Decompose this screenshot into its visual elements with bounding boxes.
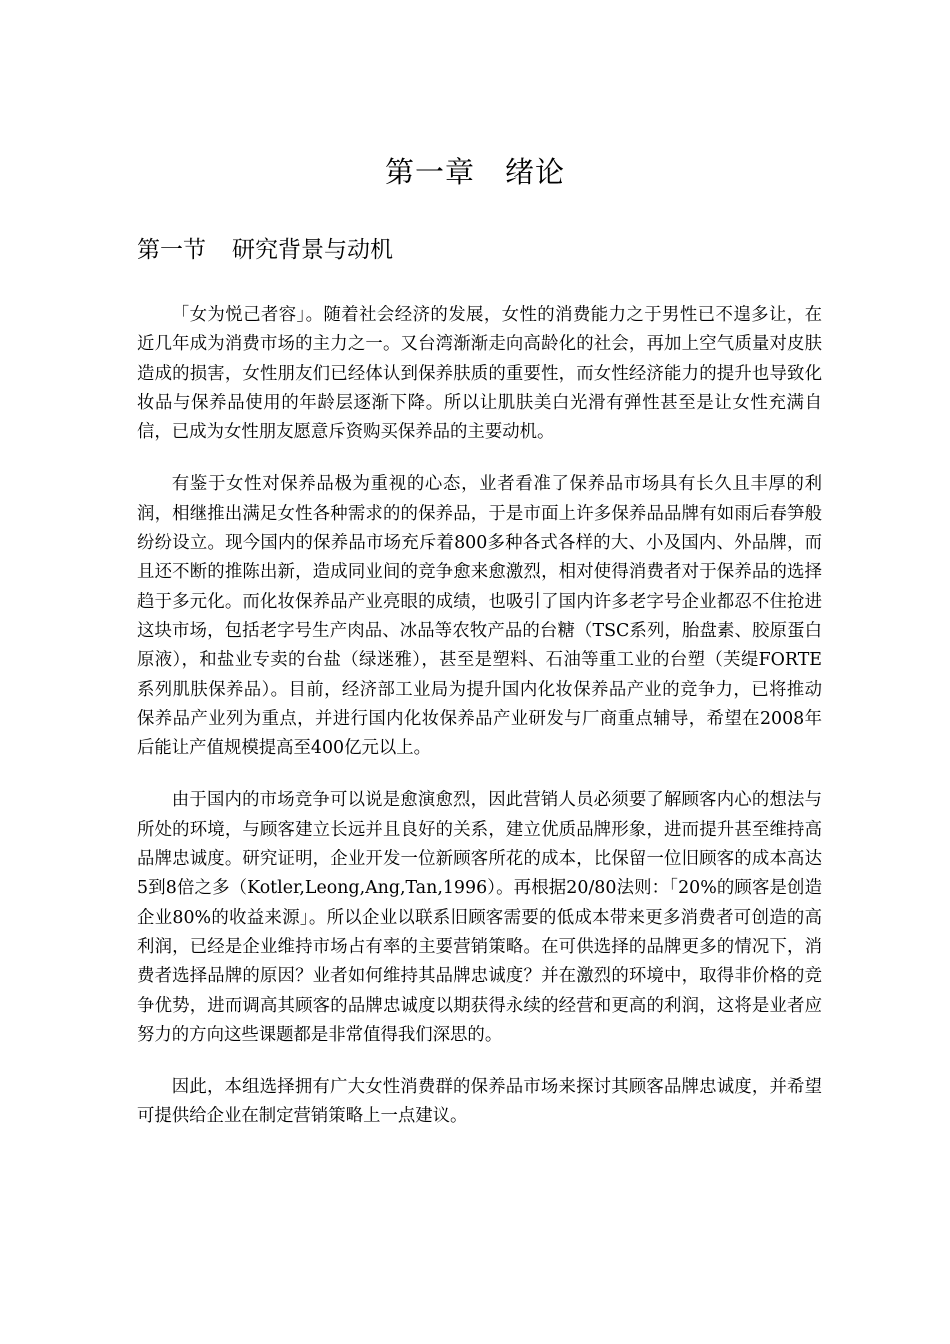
paragraph-2: 有鉴于女性对保养品极为重视的心态，业者看准了保养品市场具有长久且丰厚的利润，相继推出满足女性各种需求的的保养品，于是市面上许多保养品品牌有如雨后春笋般纷纷设立。现今国内的保养品市场充斥着800多种各式各样的大、小及国内、外品牌，而且还不断的推陈出新，造成同业间的竞争愈来愈激烈，相对使得消费者对于保养品的选择趋于多元化。而化妆保养品产业亮眼的成绩，也吸引了国内许多老字号企业都忍不住抢进这块市场，包括老字号生产肉品、冰品等农牧产品的台糖（TSC系列，胎盘素、胶原蛋白原液），和盐业专卖的台盐（绿迷雅），甚至是塑料、石油等重工业的台塑（芙缇FORTE系列肌肤保养品）。目前，经济部工业局为提升国内化妆保养品产业的竞争力，已将推动保养品产业列为重点，并进行国内化妆保养品产业研发与厂商重点辅导，希望在2008年后能让产值规模提高至400亿元以上。 [137, 474, 822, 759]
chapter-title [0, 150, 950, 194]
paragraph-3: 由于国内的市场竞争可以说是愈演愈烈，因此营销人员必须要了解顾客内心的想法与所处的环境，与顾客建立长远并且良好的关系，建立优质品牌形象，进而提升甚至维持高品牌忠诚度。研究证明，企业开发一位新顾客所花的成本，比保留一位旧顾客的成本高达5到8倍之多（Kotler,Leong,Ang,Tan,1996）。再根据20/80法则：「20%的顾客是创造企业80%的收益来源」。所以企业以联系旧顾客需要的低成本带来更多消费者可创造的高利润，已经是企业维持市场占有率的主要营销策略。在可供选择的品牌更多的情况下，消费者选择品牌的原因？业者如何维持其品牌忠诚度？并在激烈的环境中，取得非价格的竞争优势，进而调高其顾客的品牌忠诚度以期获得永续的经营和更高的利润，这将是业者应努力的方向这些课题都是非常值得我们深思的。 [137, 790, 822, 1045]
chapter-number: 第一章 [384, 155, 475, 189]
section-title [137, 232, 393, 268]
section-number: 第一节 [137, 237, 206, 263]
body-text [137, 301, 822, 1155]
section-name: 研究背景与动机 [232, 237, 393, 263]
chapter-name: 绪论 [505, 155, 566, 189]
paragraph-4: 因此，本组选择拥有广大女性消费群的保养品市场来探讨其顾客品牌忠诚度，并希望可提供给企业在制定营销策略上一点建议。 [137, 1077, 822, 1127]
paragraph-1: 「女为悦己者容」。随着社会经济的发展，女性的消费能力之于男性已不遑多让，在近几年成为消费市场的主力之一。又台湾渐渐走向高龄化的社会，再加上空气质量对皮肤造成的损害，女性朋友们已经体认到保养肤质的重要性，而女性经济能力的提升也导致化妆品与保养品使用的年龄层逐渐下降。所以让肌肤美白光滑有弹性甚至是让女性充满自信，已成为女性朋友愿意斥资购买保养品的主要动机。 [137, 305, 822, 443]
